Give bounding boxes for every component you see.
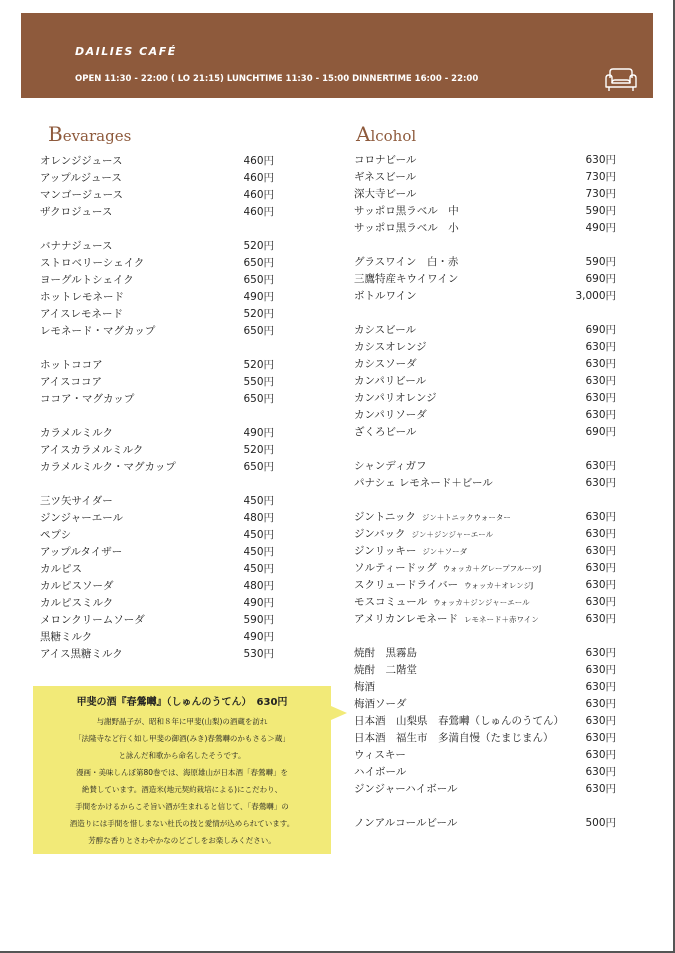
menu-item-price: 490円 bbox=[243, 597, 274, 609]
menu-item bbox=[354, 730, 616, 747]
menu-item-name: オレンジジュース bbox=[40, 155, 123, 167]
menu-item-price: 630円 bbox=[585, 477, 616, 489]
group-spacer bbox=[354, 441, 616, 458]
menu-item-name: ハイボール bbox=[354, 766, 407, 778]
menu-item-price: 630円 bbox=[585, 545, 616, 557]
menu-item bbox=[354, 322, 616, 339]
menu-item-price: 630円 bbox=[585, 664, 616, 676]
menu-item-price: 3,000円 bbox=[575, 290, 616, 302]
menu-item-price: 630円 bbox=[585, 613, 616, 625]
menu-item-name: マンゴージュース bbox=[40, 189, 124, 201]
menu-item-name: アップルタイザー bbox=[40, 546, 123, 558]
menu-item-name: カシスオレンジ bbox=[354, 341, 427, 353]
menu-item bbox=[354, 645, 616, 662]
menu-item-price: 630円 bbox=[585, 698, 616, 710]
menu-item bbox=[354, 679, 616, 696]
menu-item-price: 690円 bbox=[585, 426, 616, 438]
sake-promo-box bbox=[33, 686, 331, 854]
menu-item-price: 490円 bbox=[243, 631, 274, 643]
group-spacer bbox=[354, 492, 616, 509]
group-spacer bbox=[40, 476, 274, 493]
menu-item bbox=[354, 458, 616, 475]
menu-item bbox=[354, 169, 616, 186]
group-spacer bbox=[354, 798, 616, 815]
group-spacer bbox=[40, 221, 274, 238]
menu-item bbox=[354, 781, 616, 798]
menu-item-price: 650円 bbox=[243, 257, 274, 269]
menu-item-price: 630円 bbox=[585, 528, 616, 540]
menu-item-name: ノンアルコールビール bbox=[354, 817, 458, 829]
menu-item bbox=[40, 442, 274, 459]
menu-item-price: 630円 bbox=[585, 681, 616, 693]
menu-item-price: 630円 bbox=[585, 749, 616, 761]
beverages-title: Bevarages bbox=[48, 122, 132, 146]
menu-item-name: カンパリビール bbox=[354, 375, 427, 387]
menu-item-price: 520円 bbox=[243, 240, 274, 252]
menu-item-name: 梅酒 bbox=[354, 681, 375, 693]
menu-item bbox=[40, 629, 274, 646]
menu-item bbox=[354, 356, 616, 373]
menu-item-price: 450円 bbox=[243, 529, 274, 541]
menu-item-mix: ジン＋ジンジャーエール bbox=[411, 530, 494, 539]
alcohol-menu bbox=[354, 152, 616, 832]
menu-item-name: アップルジュース bbox=[40, 172, 122, 184]
menu-item bbox=[354, 254, 616, 271]
menu-item-price: 650円 bbox=[243, 393, 274, 405]
menu-item bbox=[40, 612, 274, 629]
menu-item-name: 三ツ矢サイダー bbox=[40, 495, 113, 507]
menu-item-name: アメリカンレモネード レモネード＋赤ワイン bbox=[354, 613, 539, 625]
beverages-menu bbox=[40, 153, 274, 663]
menu-item-name: グラスワイン 白・赤 bbox=[354, 256, 459, 268]
menu-item-name: アイスレモネード bbox=[40, 308, 123, 320]
menu-item-price: 630円 bbox=[585, 358, 616, 370]
menu-item-price: 590円 bbox=[585, 205, 616, 217]
menu-item-price: 520円 bbox=[243, 444, 274, 456]
menu-item-name: ざくろビール bbox=[354, 426, 417, 438]
menu-item-price: 460円 bbox=[243, 172, 274, 184]
menu-item bbox=[354, 407, 616, 424]
menu-item bbox=[354, 186, 616, 203]
menu-item-price: 500円 bbox=[585, 817, 616, 829]
menu-item bbox=[40, 527, 274, 544]
menu-item-name: パナシェ レモネード＋ビール bbox=[354, 477, 493, 489]
group-spacer bbox=[40, 408, 274, 425]
menu-item-price: 450円 bbox=[243, 495, 274, 507]
menu-item bbox=[40, 255, 274, 272]
promo-text-line: 手間をかけるからこそ旨い酒が生まれると信じて、「春鶯囀」の bbox=[75, 802, 289, 811]
menu-item bbox=[40, 153, 274, 170]
menu-item-price: 630円 bbox=[585, 596, 616, 608]
menu-item-name: ウィスキー bbox=[354, 749, 406, 761]
menu-item-name: 日本酒 山梨県 春鶯囀（しゅんのうてん） bbox=[354, 715, 564, 727]
menu-item-price: 650円 bbox=[243, 461, 274, 473]
menu-item-price: 630円 bbox=[585, 562, 616, 574]
menu-item-name: カラメルミルク・マグカップ bbox=[40, 461, 176, 473]
menu-item bbox=[354, 577, 616, 594]
menu-item-name: アイスココア bbox=[40, 376, 102, 388]
menu-item bbox=[40, 374, 274, 391]
menu-item-name: レモネード・マグカップ bbox=[40, 325, 156, 337]
menu-item-name: 焼酎 黒霧島 bbox=[354, 647, 417, 659]
menu-item-name: ジンジャーハイボール bbox=[354, 783, 458, 795]
opening-hours: OPEN 11:30 - 22:00 ( LO 21:15) LUNCHTIME 11:30 - 15:00 DINNERTIME 16:00 - 22:00 bbox=[75, 74, 479, 84]
menu-item bbox=[354, 560, 616, 577]
menu-item-name: ソルティードッグ ウォッカ＋グレープフルーツJ bbox=[354, 562, 542, 574]
menu-item bbox=[354, 764, 616, 781]
menu-item bbox=[354, 424, 616, 441]
menu-item-name: サッポロ黒ラベル 小 bbox=[354, 222, 459, 234]
menu-item-name: コロナビール bbox=[354, 154, 417, 166]
menu-item bbox=[40, 646, 274, 663]
menu-item bbox=[40, 204, 274, 221]
menu-item bbox=[354, 475, 616, 492]
menu-item-name: ホットレモネード bbox=[40, 291, 124, 303]
menu-item-price: 630円 bbox=[585, 409, 616, 421]
menu-item bbox=[354, 339, 616, 356]
menu-item-name: カシスビール bbox=[354, 324, 417, 336]
menu-item bbox=[354, 152, 616, 169]
group-spacer bbox=[354, 237, 616, 254]
menu-item-name: ギネスビール bbox=[354, 171, 417, 183]
menu-item-name: カシスソーダ bbox=[354, 358, 417, 370]
menu-item bbox=[40, 578, 274, 595]
promo-pointer-arrow bbox=[331, 706, 347, 720]
menu-item-name: ボトルワイン bbox=[354, 290, 417, 302]
menu-item bbox=[354, 815, 616, 832]
menu-item-price: 450円 bbox=[243, 563, 274, 575]
menu-item-name: シャンディガフ bbox=[354, 460, 427, 472]
menu-item bbox=[354, 594, 616, 611]
promo-text-line: 絶賛しています。酒造米(地元契約栽培による)にこだわり、 bbox=[81, 785, 283, 794]
menu-item-price: 630円 bbox=[585, 647, 616, 659]
menu-item bbox=[40, 323, 274, 340]
menu-item-name: スクリュードライバー ウォッカ＋オレンジJ bbox=[354, 579, 534, 591]
menu-item bbox=[354, 696, 616, 713]
menu-item bbox=[40, 289, 274, 306]
menu-item-mix: ジン＋トニックウォーター bbox=[421, 513, 511, 522]
menu-item-name: ジントニック ジン＋トニックウォーター bbox=[354, 511, 511, 523]
menu-item-price: 630円 bbox=[585, 375, 616, 387]
menu-item-name: ジンジャーエール bbox=[40, 512, 124, 524]
menu-item-price: 550円 bbox=[243, 376, 274, 388]
menu-item-name: アイスカラメルミルク bbox=[40, 444, 144, 456]
menu-item bbox=[354, 390, 616, 407]
menu-item-price: 480円 bbox=[243, 512, 274, 524]
cafe-name: DAILIES CAFÉ bbox=[75, 45, 177, 58]
promo-text-line: 漫画・美味しんぼ第80巻では、海原雄山が日本酒「春鶯囀」を bbox=[75, 768, 289, 777]
menu-item bbox=[40, 595, 274, 612]
promo-text-line: と詠んだ和歌から命名したそうです。 bbox=[118, 751, 246, 760]
menu-item-name: ペプシ bbox=[40, 529, 72, 541]
group-spacer bbox=[354, 628, 616, 645]
menu-item-name: 深大寺ビール bbox=[354, 188, 417, 200]
menu-item-name: 黒糖ミルク bbox=[40, 631, 93, 643]
menu-item-price: 490円 bbox=[243, 291, 274, 303]
menu-item bbox=[40, 561, 274, 578]
menu-item-name: モスコミュール ウォッカ＋ジンジャーエール bbox=[354, 596, 530, 608]
cafe-header bbox=[21, 13, 653, 98]
menu-item bbox=[354, 611, 616, 628]
menu-item bbox=[40, 459, 274, 476]
menu-item-price: 520円 bbox=[243, 308, 274, 320]
menu-item bbox=[354, 713, 616, 730]
menu-item-price: 490円 bbox=[243, 427, 274, 439]
menu-item-price: 690円 bbox=[585, 273, 616, 285]
menu-item-price: 460円 bbox=[243, 206, 274, 218]
alcohol-title: Alcohol bbox=[356, 122, 417, 146]
menu-item-price: 630円 bbox=[585, 579, 616, 591]
menu-item bbox=[40, 238, 274, 255]
menu-item-name: カンパリソーダ bbox=[354, 409, 427, 421]
menu-item-name: カルピス bbox=[40, 563, 82, 575]
menu-item-price: 730円 bbox=[585, 171, 616, 183]
menu-item-name: アイス黒糖ミルク bbox=[40, 648, 123, 660]
menu-item-name: カラメルミルク bbox=[40, 427, 113, 439]
sofa-icon bbox=[603, 67, 639, 93]
menu-item bbox=[354, 747, 616, 764]
menu-item-name: ヨーグルトシェイク bbox=[40, 274, 134, 286]
menu-item-price: 650円 bbox=[243, 325, 274, 337]
menu-item-name: ジンリッキー ジン＋ソーダ bbox=[354, 545, 468, 557]
menu-item-price: 630円 bbox=[585, 783, 616, 795]
menu-item-price: 630円 bbox=[585, 460, 616, 472]
menu-item-price: 590円 bbox=[243, 614, 274, 626]
menu-item-name: ジンバック ジン＋ジンジャーエール bbox=[354, 528, 494, 540]
menu-item bbox=[40, 187, 274, 204]
menu-item-price: 650円 bbox=[243, 274, 274, 286]
menu-item bbox=[40, 493, 274, 510]
menu-item bbox=[354, 509, 616, 526]
menu-item-name: ザクロジュース bbox=[40, 206, 113, 218]
menu-item-name: カルピスソーダ bbox=[40, 580, 114, 592]
menu-item bbox=[40, 391, 274, 408]
menu-item-name: ココア・マグカップ bbox=[40, 393, 135, 405]
menu-item-price: 530円 bbox=[243, 648, 274, 660]
menu-item-name: バナナジュース bbox=[40, 240, 113, 252]
menu-item-name: 日本酒 福生市 多満自慢（たまじまん） bbox=[354, 732, 554, 744]
menu-item bbox=[40, 544, 274, 561]
menu-item-price: 630円 bbox=[585, 732, 616, 744]
menu-item-price: 490円 bbox=[585, 222, 616, 234]
menu-item bbox=[354, 543, 616, 560]
menu-item-name: ストロベリーシェイク bbox=[40, 257, 145, 269]
menu-item-name: カンパリオレンジ bbox=[354, 392, 437, 404]
promo-title: 甲斐の酒『春鶯囀』（しゅんのうてん） 630円 bbox=[76, 697, 288, 708]
menu-item-price: 630円 bbox=[585, 154, 616, 166]
promo-text-line: 芳醇な香りとさわやかなのどごしをお楽しみください。 bbox=[88, 836, 276, 845]
menu-item bbox=[354, 203, 616, 220]
menu-item bbox=[354, 271, 616, 288]
promo-text-line: 与謝野晶子が、昭和８年に甲斐(山梨)の酒蔵を訪れ bbox=[96, 717, 268, 726]
menu-item bbox=[354, 662, 616, 679]
menu-item-name: 梅酒ソーダ bbox=[354, 698, 407, 710]
menu-item-price: 460円 bbox=[243, 155, 274, 167]
menu-item-price: 630円 bbox=[585, 392, 616, 404]
menu-item bbox=[354, 288, 616, 305]
menu-item-price: 630円 bbox=[585, 341, 616, 353]
menu-item-price: 690円 bbox=[585, 324, 616, 336]
promo-text-line: 「法隆寺など行く如し甲斐の御酒(みき)春鶯囀のかもさる＞蔵」 bbox=[74, 734, 290, 743]
menu-item-price: 450円 bbox=[243, 546, 274, 558]
menu-item-mix: ウォッカ＋グレープフルーツJ bbox=[442, 564, 542, 573]
group-spacer bbox=[40, 340, 274, 357]
menu-item-price: 590円 bbox=[585, 256, 616, 268]
menu-item bbox=[40, 170, 274, 187]
menu-item bbox=[40, 272, 274, 289]
menu-item bbox=[40, 357, 274, 374]
menu-item-name: カルピスミルク bbox=[40, 597, 114, 609]
menu-item-price: 630円 bbox=[585, 766, 616, 778]
menu-item-price: 730円 bbox=[585, 188, 616, 200]
menu-item-mix: ウォッカ＋ジンジャーエール bbox=[433, 598, 530, 607]
menu-item-mix: レモネード＋赤ワイン bbox=[464, 615, 539, 624]
menu-item-price: 460円 bbox=[243, 189, 274, 201]
menu-item bbox=[354, 373, 616, 390]
menu-item-name: 焼酎 二階堂 bbox=[354, 664, 417, 676]
menu-item bbox=[354, 220, 616, 237]
menu-item-price: 520円 bbox=[243, 359, 274, 371]
menu-item-name: メロンクリームソーダ bbox=[40, 614, 145, 626]
menu-item bbox=[40, 306, 274, 323]
promo-text-line: 酒造りには手間を惜しまない杜氏の技と愛情が込められています。 bbox=[69, 819, 295, 828]
menu-item bbox=[40, 510, 274, 527]
menu-item-price: 630円 bbox=[585, 511, 616, 523]
menu-item-name: サッポロ黒ラベル 中 bbox=[354, 205, 459, 217]
menu-item-name: 三鷹特産キウイワイン bbox=[354, 273, 459, 285]
menu-item bbox=[354, 526, 616, 543]
menu-item-name: ホットココア bbox=[40, 359, 103, 371]
menu-item bbox=[40, 425, 274, 442]
menu-item-price: 630円 bbox=[585, 715, 616, 727]
menu-item-price: 480円 bbox=[243, 580, 274, 592]
group-spacer bbox=[354, 305, 616, 322]
menu-item-mix: ウォッカ＋オレンジJ bbox=[464, 581, 534, 590]
menu-item-mix: ジン＋ソーダ bbox=[422, 547, 468, 556]
